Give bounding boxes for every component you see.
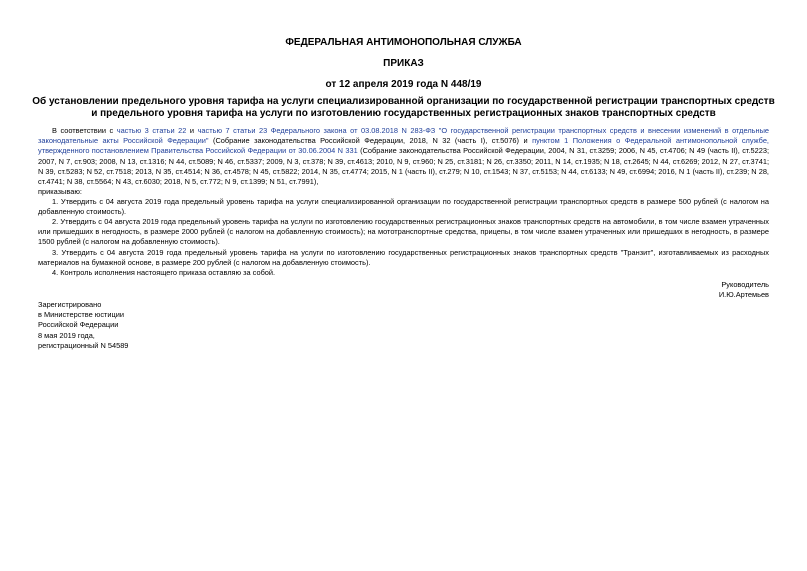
preamble-text-4: (Собрание законодательства Российской Федерации, 2004, N 31, ст.3259; 2006, N 45, ст.4706; N 49 (часть II), ст.5223; 2007, N 7, ст.903; 2008, N 13, ст.1316; N 44, ст.5089; N 46, ст.5337; 2009, N 3, ст.378; N 39, ст.4613; 2010, N 9, ст.960; N 25, ст.3181; N 26, ст.3350; 2011, N 14, ст.1935; N 18, ст.2645; N 44, ст.6269; 2012, N 27, ст.3741; N 39, ст.5283; N 52, ст.7518; 2013, N 35, ст.4514; N 36, ст.4578; N 45, ст.5822; 2014, N 35, ст.4774; 2015, N 1 (часть II), ст.279; N 10, ст.1543; N 37, ст.5153; N 44, ст.6133; N 49, ст.6994; 2016, N 1 (часть II), ст.239; N 28, ст.4741; N 38, ст.5564; N 43, ст.6030; 2018, N 5, ст.772; N 9, ст.1399; N 51, ст.7991),	[38, 146, 770, 187]
link-fas-regulation[interactable]: пунктом 1 Положения о Федеральной антимонопольной службе, утвержденного постановлением Правительства Российской Федерации от 30.06.2004 N 331	[38, 136, 769, 156]
link-federal-law-283[interactable]: частью 7 статьи 23 Федерального закона от 03.08.2018 N 283-ФЗ "О государственной регистрации транспортных средств и внесении изменений в отдельные законодательные акты Российской Федерации"	[38, 126, 770, 146]
preamble-text-3: (Собрание законодательства Российской Федерации, 2018, N 32 (часть I), ст.5076) и	[208, 136, 533, 146]
order-word: приказываю:	[38, 187, 82, 196]
item-4: 4. Контроль исполнения настоящего приказа оставляю за собой.	[52, 268, 276, 277]
registration-line-4: 8 мая 2019 года,	[38, 330, 95, 340]
preamble-text-2: и	[186, 126, 198, 135]
agency-heading: ФЕДЕРАЛЬНАЯ АНТИМОНОПОЛЬНАЯ СЛУЖБА	[285, 37, 522, 48]
registration-line-1: Зарегистрировано	[38, 300, 102, 309]
doc-type-heading: ПРИКАЗ	[383, 58, 424, 69]
preamble-paragraph	[38, 126, 769, 187]
document-title: Об установлении предельного уровня тарифа на услуги специализированной организации по государственной регистрации транспортных средств и предельного уровня тарифа на услуги по изготовлению государственных регистрационных знаков транспортных средств	[32, 96, 775, 119]
item-3: 3. Утвердить с 04 августа 2019 года предельный уровень тарифа на услуги по изготовлению государственных регистрационных знаков транспортных средств "Транзит", изготавливаемых из расходных материалов на бумажной основе, в размере 200 рублей (с налогом на добавленную стоимость).	[38, 248, 769, 268]
registration-line-2: в Министерстве юстиции	[38, 310, 125, 320]
signer-name: И.Ю.Артемьев	[718, 290, 769, 300]
signature-block	[719, 280, 769, 300]
item-2: 2. Утвердить с 04 августа 2019 года предельный уровень тарифа на услуги по изготовлению государственных регистрационных знаков транспортных средств на автомобили, в том числе взамен утраченных или пришедших в негодность, в размере 2000 рублей (с налогом на добавленную стоимость); на мототранспортные средства, прицепы, в том числе взамен утраченных или пришедших в негодность, в размере 1500 рублей (с налогом на добавленную стоимость).	[38, 217, 769, 247]
item-1: 1. Утвердить с 04 августа 2019 года предельный уровень тарифа на услуги специализированной организации по государственной регистрации транспортных средств в размере 500 рублей (с налогом на добавленную стоимость).	[38, 197, 769, 217]
link-part3-article22[interactable]: частью 3 статьи 22	[116, 126, 187, 135]
registration-line-3: Российской Федерации	[38, 320, 119, 330]
registration-line-5: регистрационный N 54589	[38, 340, 129, 350]
preamble-text-1: В соответствии с	[52, 126, 117, 135]
signer-role: Руководитель	[721, 280, 769, 289]
registration-block	[38, 300, 128, 351]
date-number-heading: от 12 апреля 2019 года N 448/19	[325, 79, 482, 90]
